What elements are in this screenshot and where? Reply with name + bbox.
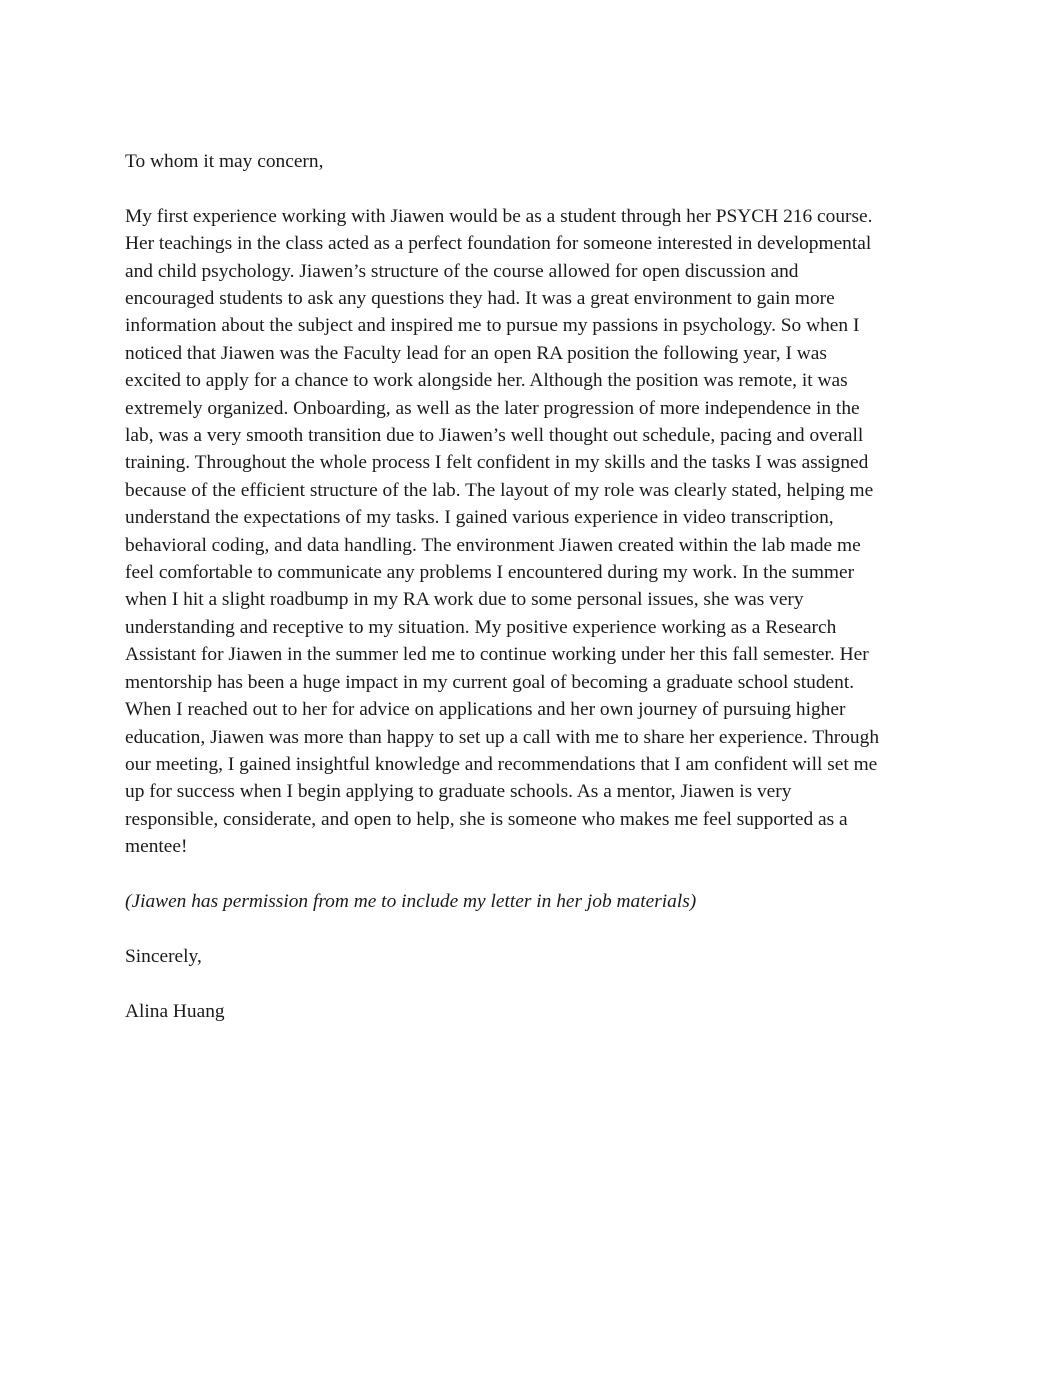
body-line: When I reached out to her for advice on applications and her own journey of pursuing higher (125, 699, 846, 721)
salutation: To whom it may concern, (125, 151, 324, 172)
body-line: behavioral coding, and data handling. The environment Jiawen created within the lab made me (125, 534, 861, 556)
body-line: excited to apply for a chance to work alongside her. Although the position was remote, it was (125, 370, 848, 392)
body-line: mentee! (125, 836, 188, 858)
body-line: responsible, considerate, and open to help, she is someone who makes me feel supported as a (125, 808, 848, 830)
body-line: lab, was a very smooth transition due to Jiawen’s well thought out schedule, pacing and overall (125, 425, 864, 447)
signature: Alina Huang (125, 1000, 225, 1022)
body-line: Her teachings in the class acted as a perfect foundation for someone interested in developmental (125, 233, 872, 255)
body-line: because of the efficient structure of the lab. The layout of my role was clearly stated, helping me (125, 479, 874, 501)
permission-note: (Jiawen has permission from me to include my letter in her job materials) (125, 890, 697, 912)
body-line: understanding and receptive to my situation. My positive experience working as a Research (125, 616, 837, 638)
body-line: education, Jiawen was more than happy to set up a call with me to share her experience. Through (125, 726, 880, 748)
body-line: noticed that Jiawen was the Faculty lead for an open RA position the following year, I was (125, 342, 827, 364)
body-line: our meeting, I gained insightful knowledge and recommendations that I am confident will set me (125, 753, 878, 775)
body-line: encouraged students to ask any questions they had. It was a great environment to gain more (125, 288, 835, 310)
body-line: information about the subject and inspired me to pursue my passions in psychology. So when I (125, 315, 860, 337)
body-line: and child psychology. Jiawen’s structure of the course allowed for open discussion and (125, 260, 799, 282)
body-line: training. Throughout the whole process I felt confident in my skills and the tasks I was assigned (125, 452, 869, 474)
body-line: mentorship has been a huge impact in my current goal of becoming a graduate school student. (125, 671, 855, 693)
body-line: understand the expectations of my tasks. I gained various experience in video transcription, (125, 507, 834, 529)
closing: Sincerely, (125, 945, 202, 967)
body-line: extremely organized. Onboarding, as well as the later progression of more independence in the (125, 397, 860, 419)
body-line: Assistant for Jiawen in the summer led me to continue working under her this fall semester. Her (125, 644, 869, 666)
letter-body (125, 203, 938, 861)
body-line: when I hit a slight roadbump in my RA work due to some personal issues, she was very (125, 589, 804, 611)
body-line: feel comfortable to communicate any problems I encountered during my work. In the summer (125, 562, 855, 584)
body-line: My first experience working with Jiawen would be as a student through her PSYCH 216 course. (125, 205, 873, 227)
body-line: up for success when I begin applying to graduate schools. As a mentor, Jiawen is very (125, 781, 792, 803)
